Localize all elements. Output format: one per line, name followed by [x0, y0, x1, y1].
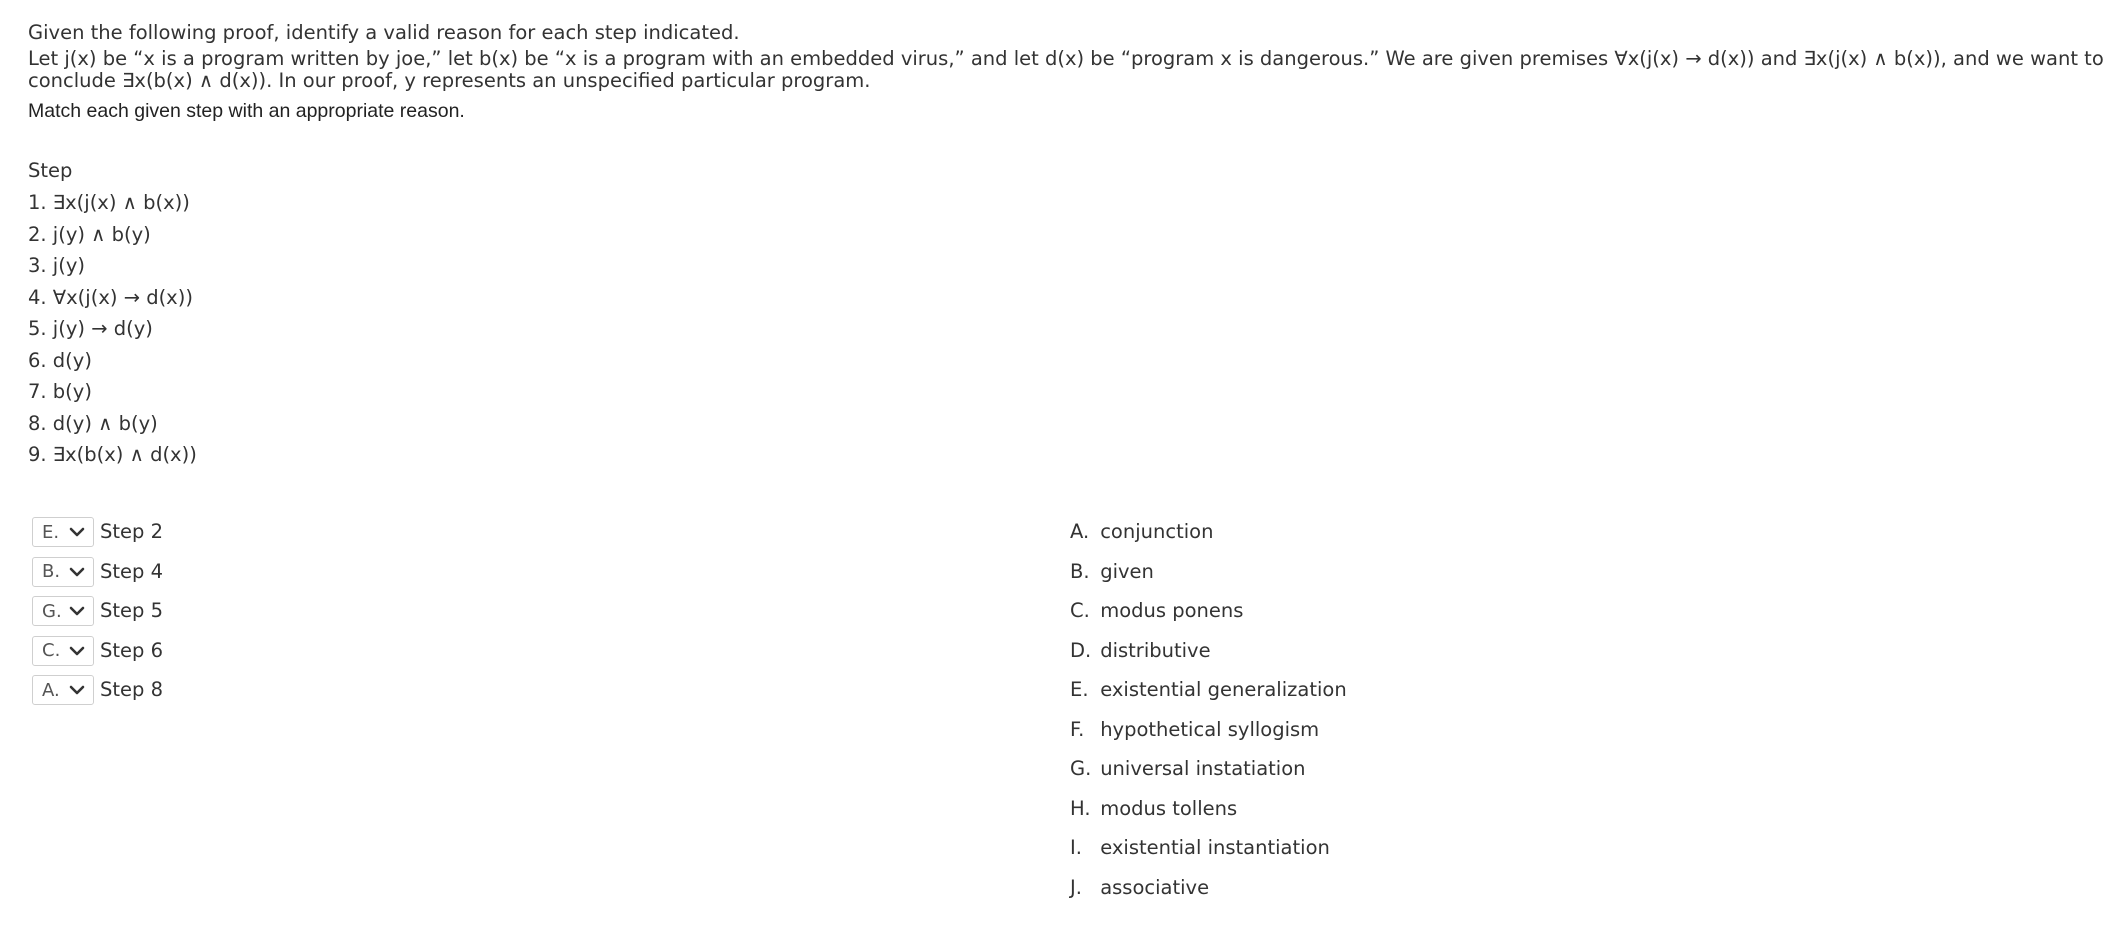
match-row-step-6 [32, 636, 163, 676]
proof-step-6: 6. d(y) [28, 348, 92, 372]
option-j [1070, 873, 1347, 913]
match-step-label: Step 2 [100, 520, 164, 543]
option-text: conjunction [1100, 520, 1214, 543]
option-letter: I. [1070, 836, 1082, 859]
proof-step-2: 2. j(y) ∧ b(y) [28, 222, 151, 246]
answer-select-value: C. [42, 640, 61, 661]
question-intro: Let j(x) be “x is a program written by joe,” let b(x) be “x is a program with an embedded virus,” and let d(x) be “program x is dangerous.” We are given premises ∀x(j(x) → d(x)) and ∃x(j(x) ∧ b(x)), and we want to conclude ∃x(b(x) ∧ d(x)). In our proof, y represents an unspecified particular program. [28, 47, 2104, 92]
match-row-step-4 [32, 557, 163, 597]
match-row-step-5 [32, 596, 163, 636]
question-page [28, 21, 2108, 899]
steps-header: Step [28, 159, 73, 182]
answer-select-value: E. [42, 521, 60, 543]
option-text: existential generalization [1100, 678, 1347, 701]
proof-step-7: 7. b(y) [28, 380, 92, 403]
option-h [1070, 794, 1347, 834]
answer-select-step-4[interactable] [32, 557, 94, 587]
option-letter: J. [1070, 875, 1082, 899]
proof-step-5: 5. j(y) → d(y) [28, 317, 153, 340]
match-step-label: Step 8 [100, 678, 164, 701]
answer-select-step-6[interactable] [32, 636, 94, 666]
proof-step-4: 4. ∀x(j(x) → d(x)) [28, 285, 193, 309]
proof-steps [28, 160, 2108, 476]
option-letter: B. [1070, 559, 1090, 583]
option-f [1070, 715, 1347, 755]
option-letter: E. [1070, 678, 1089, 701]
proof-step-8: 8. d(y) ∧ b(y) [28, 411, 158, 435]
chevron-down-icon [69, 644, 85, 658]
question-instructions: Given the following proof, identify a valid reason for each step indicated. [28, 21, 740, 44]
answer-select-step-2[interactable] [32, 517, 94, 547]
answer-select-value: B. [42, 561, 61, 582]
proof-step-1: 1. ∃x(j(x) ∧ b(x)) [28, 191, 190, 214]
option-letter: A. [1070, 520, 1090, 543]
option-text: universal instatiation [1100, 757, 1306, 780]
chevron-down-icon [69, 525, 85, 539]
option-text: given [1100, 559, 1154, 583]
option-g [1070, 754, 1347, 794]
match-row-step-2 [32, 517, 163, 557]
option-letter: C. [1070, 599, 1090, 622]
match-step-label: Step 4 [100, 559, 164, 583]
match-step-label: Step 6 [100, 638, 164, 662]
option-b [1070, 557, 1347, 597]
match-prompts [32, 517, 163, 715]
option-text: distributive [1100, 638, 1211, 662]
option-text: associative [1100, 875, 1210, 899]
option-letter: G. [1070, 757, 1092, 780]
chevron-down-icon [69, 565, 85, 579]
option-text: modus ponens [1100, 599, 1244, 622]
answer-select-step-5[interactable] [32, 596, 94, 626]
answer-options [1070, 517, 1347, 912]
option-d [1070, 636, 1347, 676]
option-e [1070, 675, 1347, 715]
option-text: modus tollens [1100, 796, 1238, 820]
answer-select-value: A. [42, 679, 60, 701]
chevron-down-icon [69, 683, 85, 697]
option-c [1070, 596, 1347, 636]
proof-step-3: 3. j(y) [28, 254, 85, 277]
match-row-step-8 [32, 675, 163, 715]
option-letter: D. [1070, 638, 1092, 662]
option-letter: F. [1070, 717, 1085, 741]
option-i [1070, 833, 1347, 873]
proof-step-9: 9. ∃x(b(x) ∧ d(x)) [28, 443, 197, 466]
option-a [1070, 517, 1347, 557]
option-letter: H. [1070, 796, 1091, 820]
answer-select-value: G. [42, 600, 62, 622]
option-text: hypothetical syllogism [1100, 717, 1320, 741]
chevron-down-icon [69, 604, 85, 618]
answer-select-step-8[interactable] [32, 675, 94, 705]
option-text: existential instantiation [1100, 836, 1330, 859]
match-step-label: Step 5 [100, 599, 164, 622]
match-instruction: Match each given step with an appropriate reason. [28, 100, 465, 122]
